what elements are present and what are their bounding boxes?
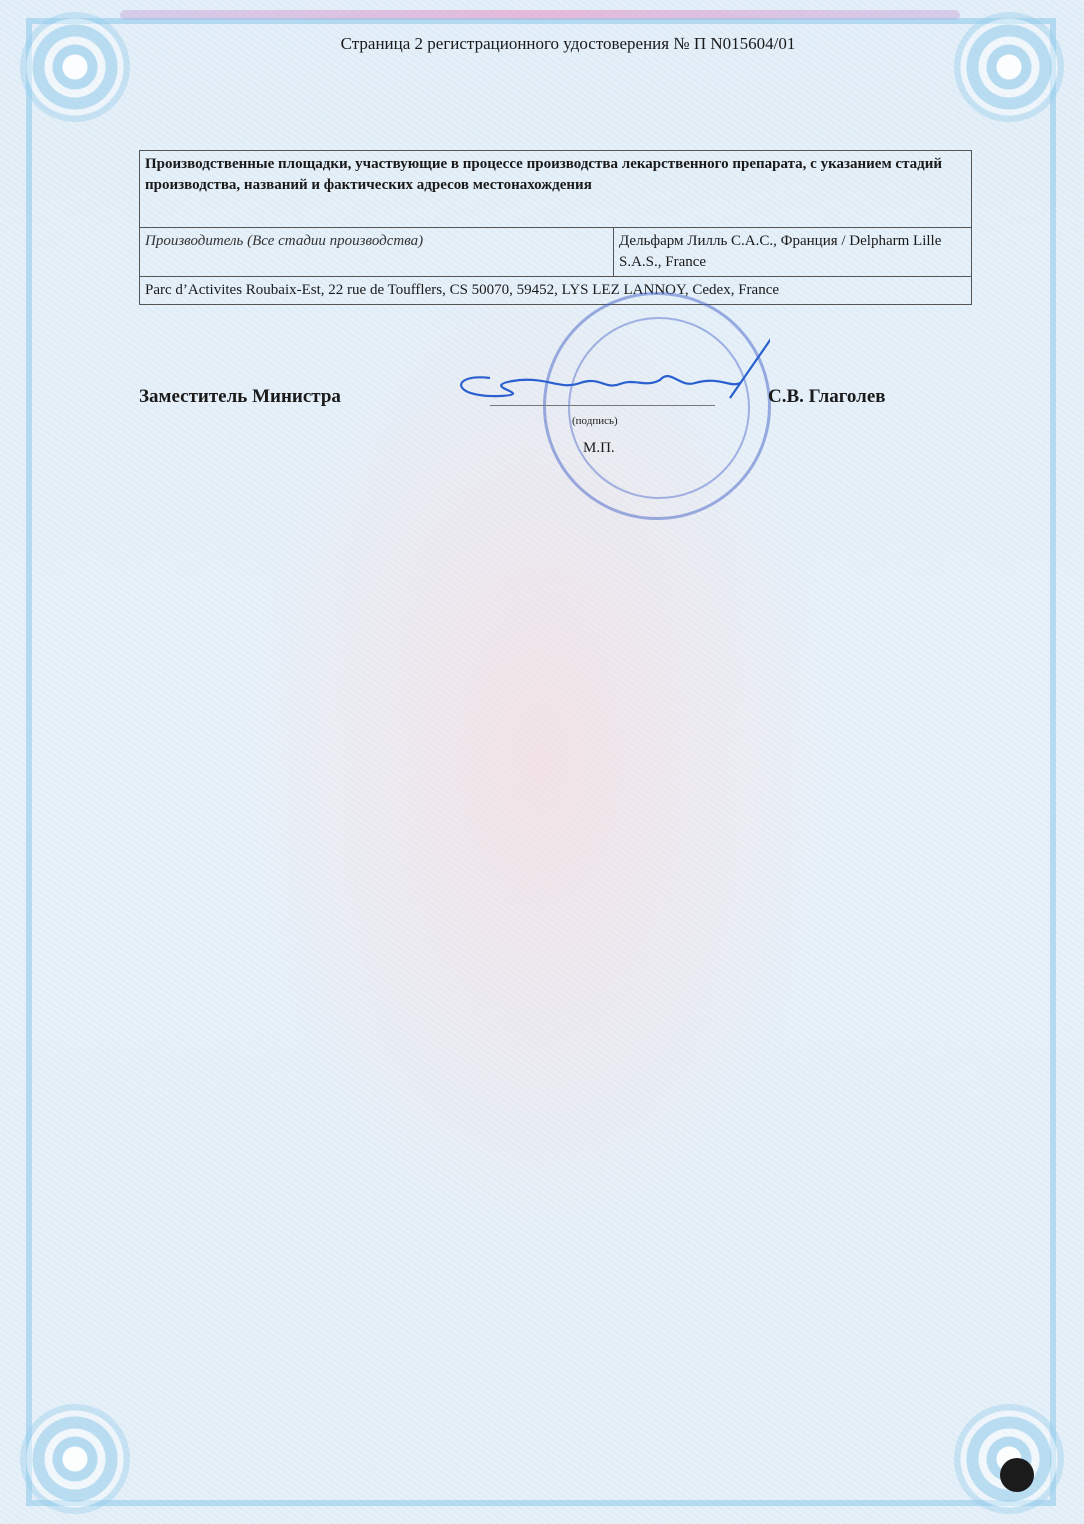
- signatory-name: С.В. Глаголев: [768, 386, 886, 407]
- signature-line: [490, 405, 715, 406]
- corner-rosette-icon: [954, 12, 1064, 122]
- address-cell: Parc d’Activites Roubaix-Est, 22 rue de Toufflers, CS 50070, 59452, LYS LEZ LANNOY, Cedex, France: [140, 277, 972, 305]
- signatory-role: Заместитель Министра: [139, 386, 341, 407]
- signature-caption: (подпись): [572, 415, 618, 427]
- manufacturing-sites-table: [139, 150, 972, 305]
- table-heading: Производственные площадки, участвующие в процессе производства лекарственного препарата, с указанием стадий производства, названий и фактических адресов местонахождения: [140, 151, 972, 228]
- punch-hole-dot: [1000, 1458, 1034, 1492]
- corner-rosette-icon: [20, 12, 130, 122]
- seal-label: М.П.: [583, 440, 615, 456]
- page-title: Страница 2 регистрационного удостоверения № П N015604/01: [340, 34, 796, 53]
- manufacturer-cell: Дельфарм Лилль С.А.С., Франция / Delpharm Lille S.A.S., France: [614, 228, 972, 277]
- corner-rosette-icon: [20, 1404, 130, 1514]
- production-stage-cell: Производитель (Все стадии производства): [140, 228, 614, 277]
